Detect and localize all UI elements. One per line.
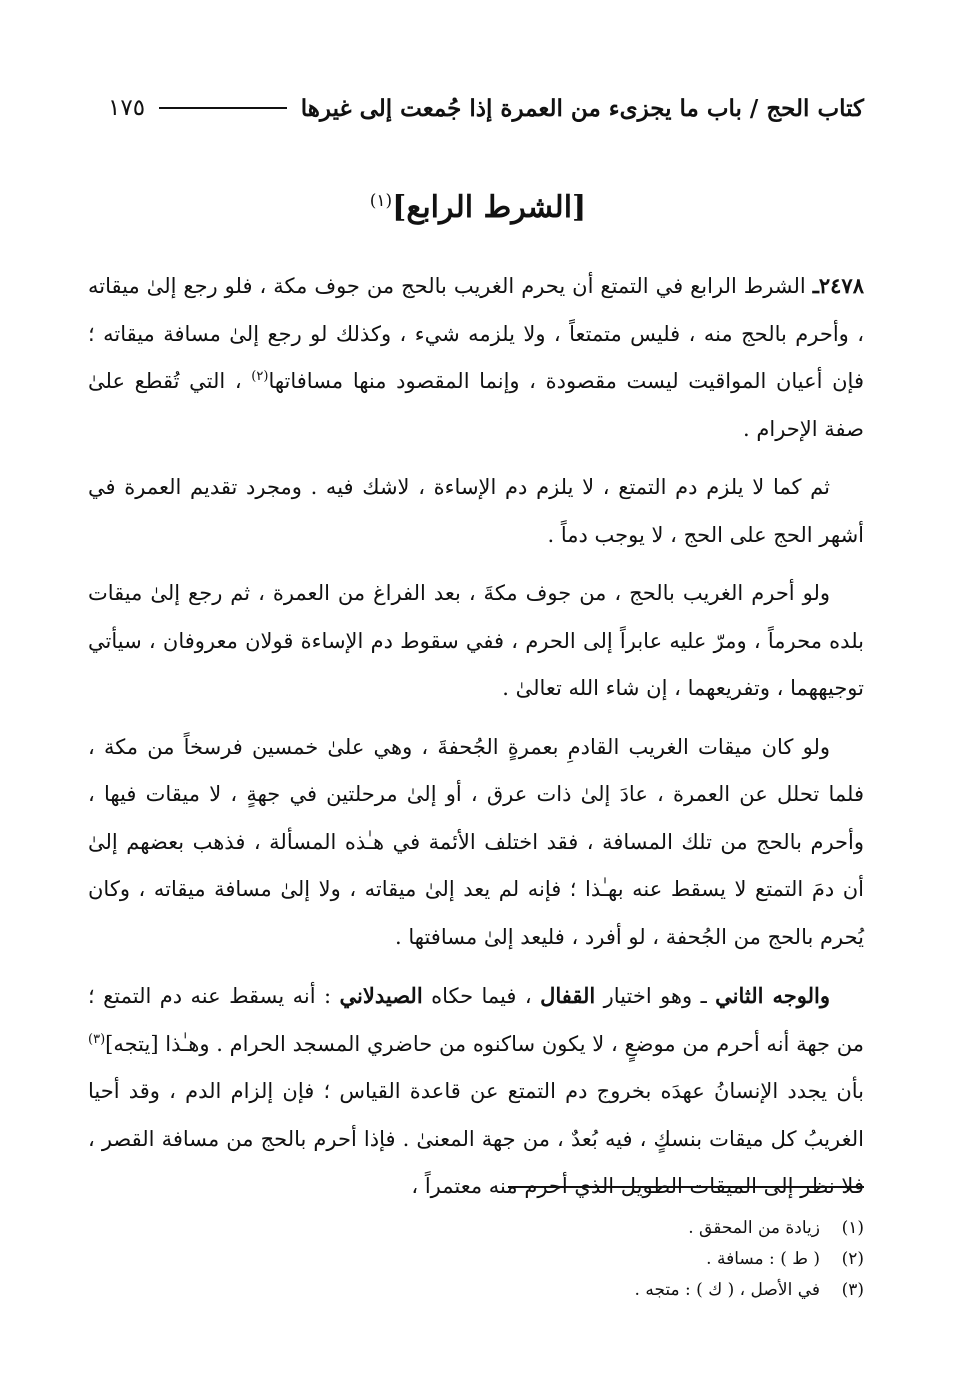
header-rule: [159, 107, 287, 109]
footnote-1: [300, 1213, 864, 1244]
footnote-text: زيادة من المحقق .: [688, 1218, 820, 1238]
footnote-number: (١): [841, 1218, 864, 1238]
paragraph-2: ثم كما لا يلزم دم التمتع ، لا يلزم دم الإساءة ، لاشك فيه . ومجرد تقديم العمرة في أشهر الحج على الحج ، لا يوجب دماً .: [88, 475, 864, 547]
footnote-number: (٣): [841, 1280, 864, 1300]
footnote-ref-2: (٢): [251, 369, 269, 384]
footnote-number: (٢): [841, 1249, 864, 1269]
bold-name-qaffal: القفال: [540, 983, 596, 1008]
paragraph-3: ولو أحرم الغريب بالحج ، من جوف مكةَ ، بعد الفراغ من العمرة ، ثم رجع إلىٰ ميقات بلده محرماً ، ومرّ عليه عابراً إلى الحرم ، ففي سقوط دم الإساءة قولان معروفان ، سيأتي توجيههما ، وتفريعهما ، إن شاء الله تعالىٰ .: [88, 581, 864, 700]
bold-name-saydalani: الصيدلاني: [339, 983, 423, 1008]
section-footnote-ref: (١): [369, 191, 393, 211]
issue-number: ٢٤٧٨ـ: [812, 273, 864, 298]
footnote-3: [300, 1275, 864, 1306]
paragraph-5: [88, 972, 864, 1211]
paragraph-5-text-d: بأن يجدد الإنسانُ عهدَه بخروج دم التمتع عن قاعدة القياس ؛ فإن إلزام الدم ، وقد أحيا الغريبُ كل ميقات بنسكٍ ، فيه بُعدٌ ، من جهة المعنىٰ . فإذا أحرم بالحج من مسافة القصر ، فلا نظر إلى الميقات الطويل الذي أحرم منه معتمراً ،: [88, 1079, 864, 1198]
footnote-separator: [508, 1186, 864, 1188]
page-number: ١٧٥: [108, 95, 146, 121]
paragraph-1-text-b: ، التي تُقطع علىٰ صفة الإحرام .: [88, 369, 864, 441]
footnote-text: ( ط ) : مسافة .: [706, 1249, 820, 1269]
section-title-text: [الشرط الرابع]: [392, 190, 587, 225]
bold-term-second-view: والوجه الثاني: [715, 983, 831, 1008]
section-heading: [0, 190, 956, 225]
header-title: كتاب الحج / باب ما يجزىء من العمرة إذا جُمعت إلى غيرها: [300, 94, 864, 122]
paragraph-4: ولو كان ميقات الغريب القادمِ بعمرةٍ الجُحفةَ ، وهي علىٰ خمسين فرسخاً من مكة ، فلما تحلل عن العمرة ، عادَ إلىٰ ذات عرق ، أو إلىٰ مرحلتين في جهةٍ ، لا ميقات فيها ، وأحرم بالحج من تلك المسافة ، فقد اختلف الأئمة في هـٰذه المسألة ، فذهب بعضهم إلىٰ أن دمَ التمتع لا يسقط عنه بهـٰذا ؛ فإنه لم يعد إلىٰ ميقاته ، ولا إلىٰ مسافة ميقاته ، وكان يُحرم بالحج من الجُحفة ، لو أفرد ، فليعد إلىٰ مسافتها .: [88, 734, 864, 949]
footnote-text: في الأصل ، ( ك ) : متجه .: [634, 1280, 820, 1300]
paragraph-5-text-c: : أنه يسقط عنه دم التمتع ؛ من جهة أنه أحرم من موضعٍ ، لا يكون ساكنوه من حاضري المسجد الحرام . وهـٰذا [يتجه]: [88, 984, 864, 1056]
main-text: [88, 262, 864, 1222]
paragraph-5-text-a: ـ وهو اختيار: [595, 984, 716, 1008]
paragraph-1: [88, 262, 864, 453]
paragraph-5-text-b: ، فيما حكاه: [422, 984, 541, 1008]
running-header: [108, 88, 864, 128]
footnote-2: [300, 1244, 864, 1275]
paragraph-1-text-a: الشرط الرابع في التمتع أن يحرم الغريب بالحج من جوف مكة ، فلو رجع إلىٰ ميقاته ، وأحرم بالحج منه ، فليس متمتعاً ، ولا يلزمه شيء ، وكذلك لو رجع إلىٰ مسافة ميقاته ؛ فإن أعيان المواقيت ليست مقصودة ، وإنما المقصود منها مسافاتها: [88, 274, 864, 393]
footnotes: [300, 1213, 864, 1306]
footnote-ref-3: (٣): [88, 1031, 106, 1047]
